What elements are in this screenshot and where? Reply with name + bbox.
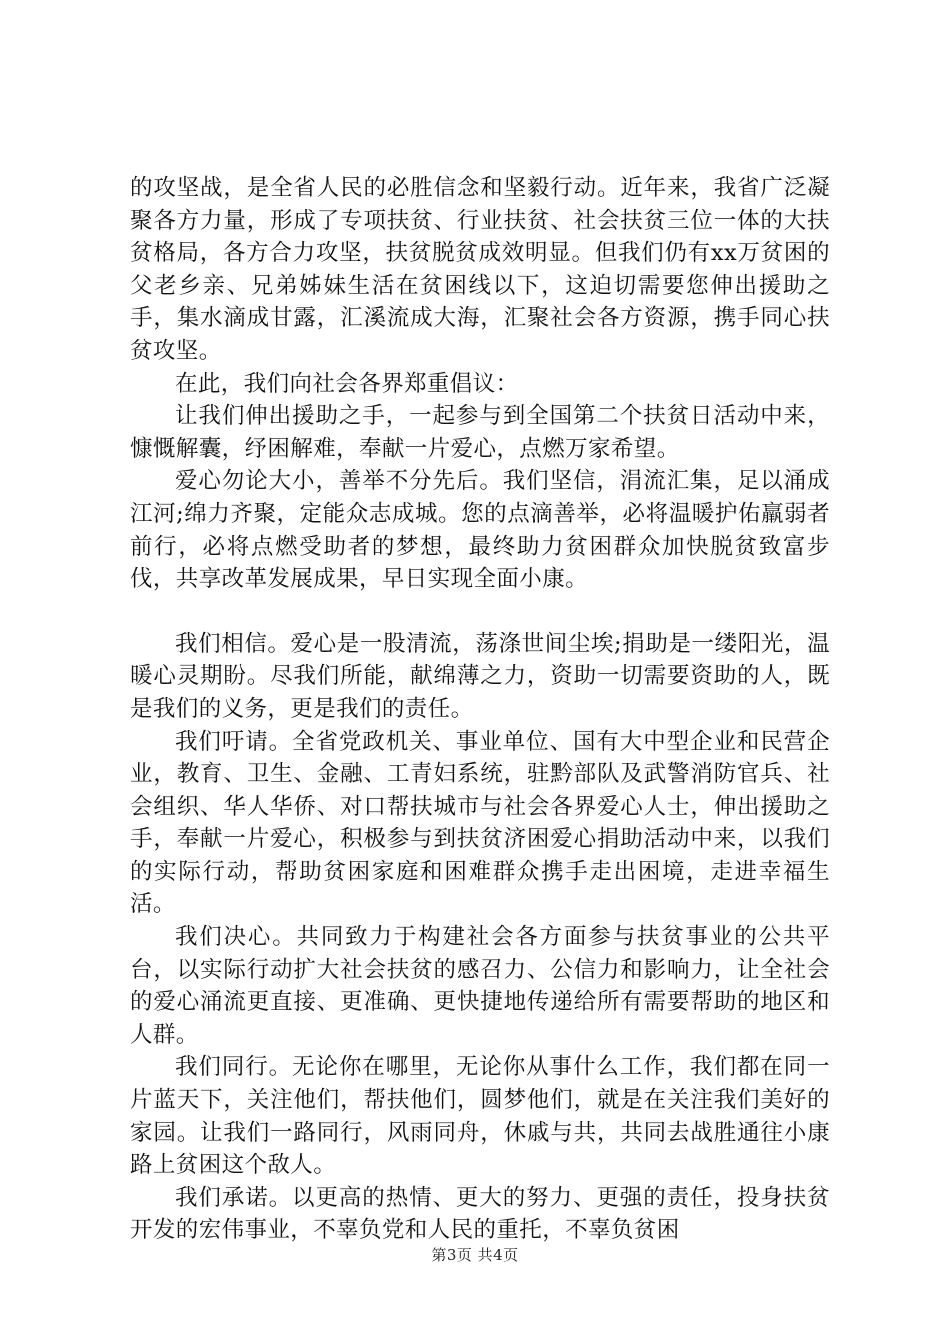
paragraph-spacer — [130, 596, 830, 628]
paragraph-3: 让我们伸出援助之手，一起参与到全国第二个扶贫日活动中来，慷慨解囊，纾困解难，奉献一片爱心，点燃万家希望。 — [130, 403, 830, 462]
paragraph-9: 我们承诺。以更高的热情、更大的努力、更强的责任，投身扶贫开发的宏伟事业，不辜负党和人民的重托，不辜负贫困 — [130, 1184, 830, 1244]
paragraph-1: 的攻坚战，是全省人民的必胜信念和坚毅行动。近年来，我省广泛凝聚各方力量，形成了专项扶贫、行业扶贫、社会扶贫三位一体的大扶贫格局，各方合力攻坚，扶贫脱贫成效明显。但我们仍有xx万贫困的父老乡亲、兄弟姊妹生活在贫困线以下，这迫切需要您伸出援助之手，集水滴成甘露，汇溪流成大海，汇聚社会各方资源，携手同心扶贫攻坚。 — [130, 175, 830, 364]
paragraph-5: 我们相信。爱心是一股清流，荡涤世间尘埃;捐助是一缕阳光，温暖心灵期盼。尽我们所能，献绵薄之力，资助一切需要资助的人，既是我们的义务，更是我们的责任。 — [130, 630, 830, 722]
paragraph-4: 爱心勿论大小，善举不分先后。我们坚信，涓流汇集，足以涌成江河;绵力齐聚，定能众志成城。您的点滴善举，必将温暖护佑羸弱者前行，必将点燃受助者的梦想，最终助力贫困群众加快脱贫致富步伐，共享改革发展成果，早日实现全面小康。 — [130, 468, 830, 593]
page-footer: 第3页 共4页 — [431, 1246, 519, 1264]
document-body — [130, 172, 830, 1247]
paragraph-8: 我们同行。无论你在哪里，无论你从事什么工作，我们都在同一片蓝天下，关注他们，帮扶他们，圆梦他们，就是在关注我们美好的家园。让我们一路同行，风雨同舟，休戚与共，共同去战胜通往小康路上贫困这个敌人。 — [130, 1054, 830, 1179]
paragraph-2: 在此，我们向社会各界郑重倡议： — [175, 370, 519, 397]
paragraph-7: 我们决心。共同致力于构建社会各方面参与扶贫事业的公共平台，以实际行动扩大社会扶贫的感召力、公信力和影响力，让全社会的爱心涌流更直接、更准确、更快捷地传递给所有需要帮助的地区和人群。 — [130, 924, 830, 1048]
paragraph-6: 我们吁请。全省党政机关、事业单位、国有大中型企业和民营企业，教育、卫生、金融、工青妇系统，驻黔部队及武警消防官兵、社会组织、华人华侨、对口帮扶城市与社会各界爱心人士，伸出援助之手，奉献一片爱心，积极参与到扶贫济困爱心捐助活动中来，以我们的实际行动，帮助贫困家庭和困难群众携手走出困境，走进幸福生活。 — [130, 728, 830, 918]
